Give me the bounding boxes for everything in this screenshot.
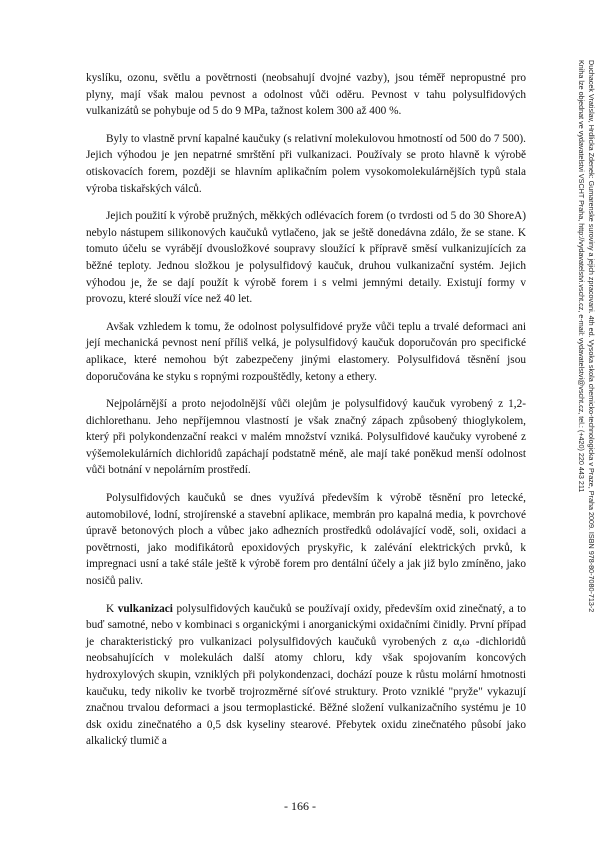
citation-sidenote — [548, 60, 596, 820]
paragraph: kyslíku, ozonu, světlu a povětrnosti (neobsahují dvojné vazby), jsou téměř nepropustné pro plyny, mají však malou pevnost a odolnost vůči oděru. Pevnost v tahu polysulfidových vulkanizátů se pohybuje od 5 do 9 MPa, tažnost kolem 300 až 400 %. — [86, 72, 526, 118]
citation-line: Duchacek Vratislav, Hrdlicka Zdenek: Gumarenske suroviny a jejich zpracovani. 4th ed. Vysoka skola chemicko-technologicka v Praze, Praha 2009. ISBN 978-80-7080-713-2 — [587, 60, 596, 613]
paragraph-body: polysulfidových kaučuků se používají oxidy, především oxid zinečnatý, a to buď samotné, nebo v kombinaci s organickými i anorganickými oxidačními činidly. První případ je charakteristický pro vulkanizaci polysulfidových kaučuků vyrobených z α,ω -dichloridů neobsahujících v molekulách další atomy chloru, kdy však spojovaním koncových hydroxylových skupin, vzniklých při polykondenzaci, dochází pouze k růstu molární hmotnosti kaučuku, tedy nikoliv ke tvorbě trojrozměrné síťové struktury. Proto vzniklé "pryže" vykazují značnou trvalou deformaci a jsou termoplastické. Běžné složení vulkanizačního systému je 10 dsk oxidu zinečnatého a 0,5 dsk kyseliny stearové. Přebytek oxidu zinečnatého působí jako alkalický tlumič a — [86, 602, 527, 748]
paragraph: Polysulfidových kaučuků se dnes využívá především k výrobě těsnění pro letecké, automobilové, lodní, strojírenské a stavební aplikace, membrán pro kapalná media, k povrchové úpravě betonových ploch a vůbec jako adhezních prostředků odolávající vodě, soli, oxidaci a povětrnosti, jako modifikátorů epoxidových pryskyřic, k zalévání elektrických prvků, k impregnaci usní a také stále ještě k výrobě forem pro dentální účely a jak již bylo zmíněno, jako nosičů paliv. — [86, 492, 526, 588]
paragraph-vulcanization — [86, 601, 526, 750]
paragraph: Avšak vzhledem k tomu, že odolnost polysulfidové pryže vůči teplu a trvalé deformaci ani její mechanická pevnost není příliš velká, je polysulfidový kaučuk doporučován pro specifické aplikace, které nemohou být zabezpečeny jinými elastomery. Polysulfidová těsnění jsou doporučována ke styku s ropnými rozpouštědly, ketony a ethery. — [86, 320, 526, 383]
bold-term: vulkanizaci — [117, 602, 173, 615]
paragraph: Jejich použití k výrobě pružných, měkkých odlévacích forem (o tvrdosti od 5 do 30 ShoreA) nebylo nástupem silikonových kaučuků vytlačeno, jak se ještě donedávna zdálo, že se stane. K tomuto účelu se vyrábějí dvousložkové soupravy sloužící k přípravě směsí vulkanizujících za běžné teploty. Jednou složkou je polysulfidový kaučuk, druhou vulkanizační systém. Jejich výhodou je, že se dají použít k výrobě forem i s velmi jemnými detaily. Existují formy v provozu, které slouží více než 40 let. — [86, 210, 526, 306]
lead-word: K — [106, 602, 115, 615]
ordering-line: Kniha lze objednat ve vydavatelstvi VSCHT Praha, http://vydavatelstvi.vscht.cz, e-mail: vydavatelstvi@vscht.cz, tel.: (+420) 220 443 211 — [577, 60, 586, 493]
paragraph: Byly to vlastně první kapalné kaučuky (s relativní molekulovou hmotností od 500 do 7 500). Jejich výhodou je jen nepatrné smrštění při vulkanizaci. Používaly se proto hlavně k výrobě otiskovacích forem, později se hlavním aplikačním polem vysokomolekulárnějších typů stala výroba tiskařských válců. — [86, 132, 526, 195]
page-number: - 166 - — [284, 799, 316, 813]
body-text — [86, 70, 526, 761]
paragraph: Nejpolárnější a proto nejodolnější vůči olejům je polysulfidový kaučuk vyrobený z 1,2-dichlorethanu. Jeho nepříjemnou vlastností je však značný zápach způsobený thioglykolem, který při polykondenzační reakci v malém množství vzniká. Polysulfidové kaučuky vyrobené z výšemolekulárních dichloridů zapáchají podstatně méně, ale mají také poněkud menší odolnost vůči botnání v nepolárním prostředí. — [86, 398, 526, 477]
